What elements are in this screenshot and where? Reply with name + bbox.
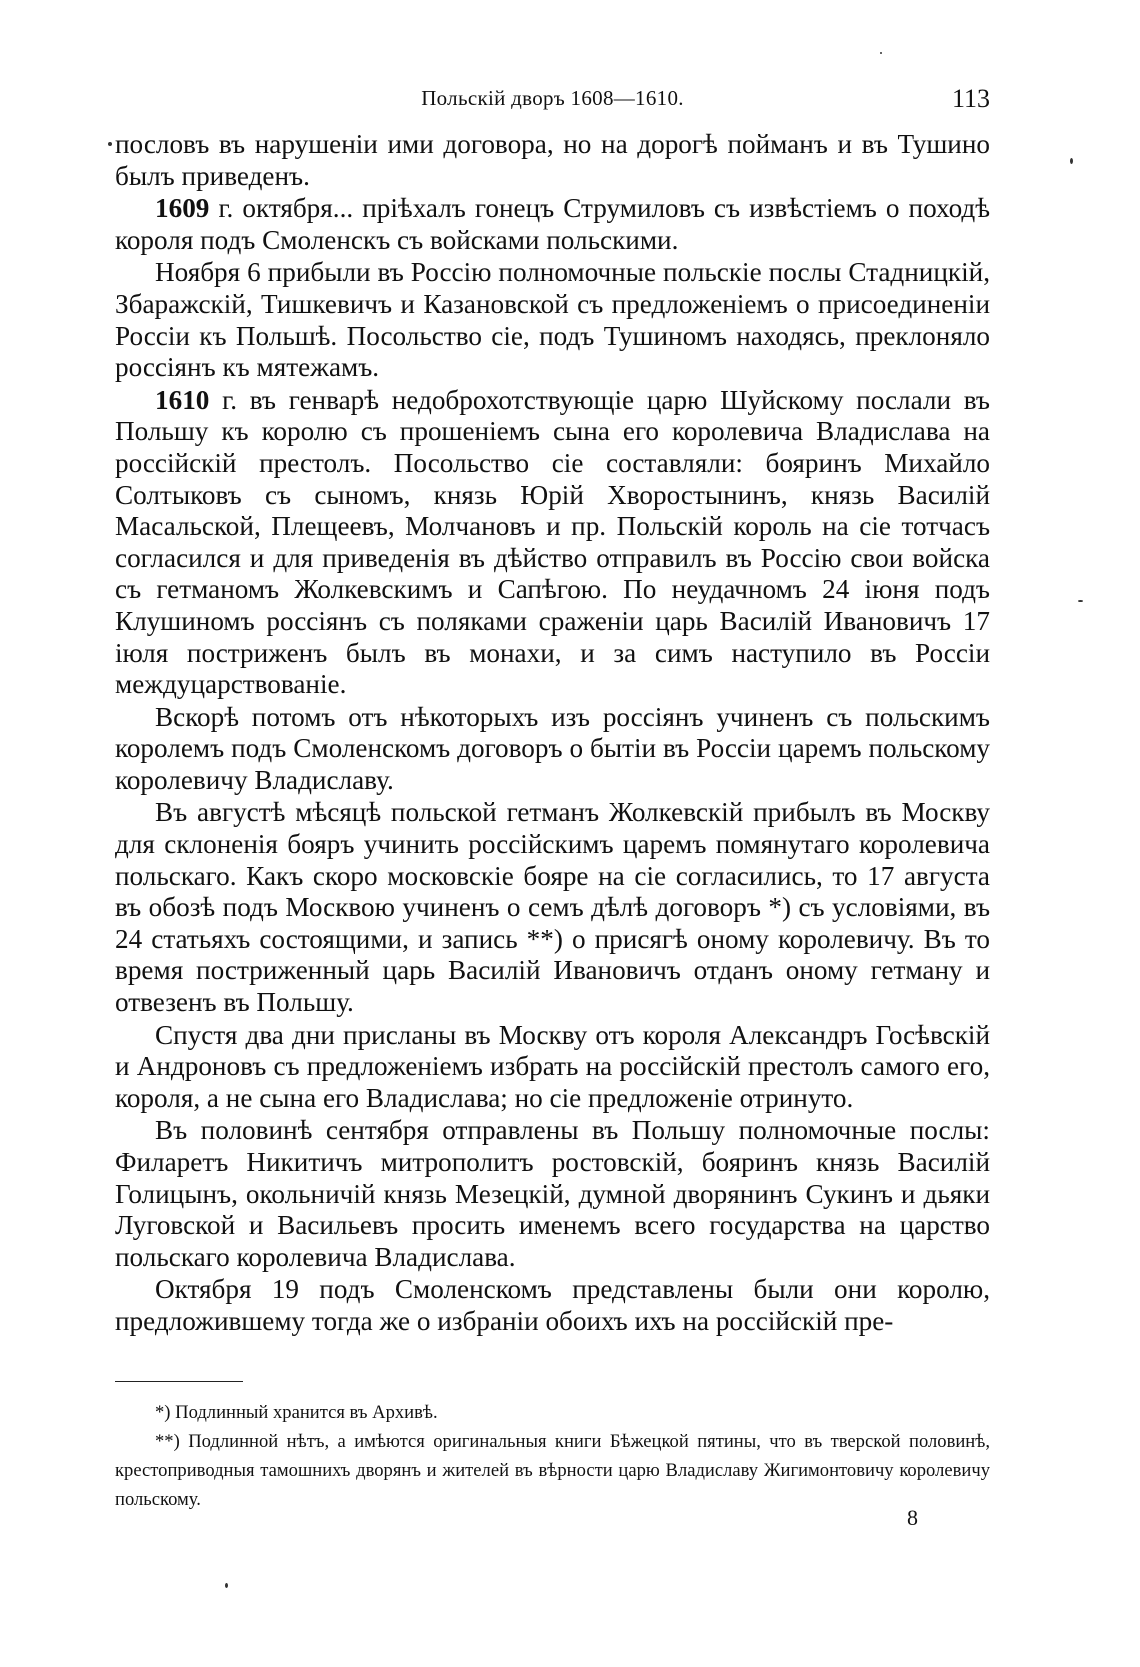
footnote-divider bbox=[115, 1381, 243, 1382]
body-text bbox=[115, 129, 990, 1339]
paragraph-text: г. въ генварѣ недоброхотствующіе царю Шуйскому послали въ Польшу къ королю съ прошеніемъ сына его королевича Владислава на россійскій престолъ. Посольство сіе составляли: бояринъ Михайло Солтыковъ съ сыномъ, князь Юрій Хворостынинъ, князь Василій Масальской, Плещеевъ, Молчановъ и пр. Польскій король на сіе тотчасъ согласился и для приведенія въ дѣйство отправилъ въ Россію свои войска съ гетманомъ Жолкевскимъ и Сапѣгою. По неудачномъ 24 іюня подъ Клушиномъ россіянъ съ поляками сраженіи царь Василій Ивановичъ 17 іюля постриженъ былъ въ монахи, и за симъ наступило въ Россіи междуцарствованіе. bbox=[115, 384, 990, 700]
paragraph-5 bbox=[115, 702, 990, 797]
paragraph-8 bbox=[115, 1115, 990, 1273]
paragraph-text: пословъ въ нарушеніи ими договора, но на дорогѣ пойманъ и въ Тушино былъ приведенъ. bbox=[115, 129, 990, 191]
scan-speck bbox=[1078, 600, 1083, 602]
paragraph-1 bbox=[115, 129, 990, 192]
paragraph-4 bbox=[115, 385, 990, 701]
scan-speck bbox=[1070, 158, 1073, 164]
year-1610: 1610 bbox=[155, 384, 210, 415]
signature-mark: 8 bbox=[907, 1505, 918, 1530]
paragraph-text: Въ половинѣ сентября отправлены въ Польшу полномочные послы: Филаретъ Никитичъ митрополитъ ростовскій, бояринъ князь Василій Голицынъ, окольничій князь Мезецкій, думной дворянинъ Сукинъ и дьяки Луговской и Васильевъ просить именемъ всего государства на царство польскаго королевича Владислава. bbox=[115, 1115, 990, 1272]
paragraph-text: Спустя два дни присланы въ Москву отъ короля Александръ Госѣвскій и Андроновъ съ предложеніемъ избрать на россійскій престолъ самого его, короля, а не сына его Владислава; но сіе предложеніе отринуто. bbox=[115, 1019, 990, 1113]
paragraph-text: Вскорѣ потомъ отъ нѣкоторыхъ изъ россіянъ учиненъ съ польскимъ королемъ подъ Смоленскомъ договоръ о бытіи въ Россіи царемъ польскому королевичу Владиславу. bbox=[115, 701, 990, 795]
year-1609: 1609 bbox=[155, 193, 210, 224]
paragraph-text: Ноября 6 прибыли въ Россію полномочные польскіе послы Стадницкій, Збаражскій, Тишкевичъ и Казановской съ предложеніемъ о присоединеніи Россіи къ Польшѣ. Посольство сіе, подъ Тушиномъ находясь, преклоняло россіянъ къ мятежамъ. bbox=[115, 257, 990, 383]
running-title: Польскій дворъ 1608—1610. bbox=[421, 86, 684, 110]
paragraph-text: Октября 19 подъ Смоленскомъ представлены были они королю, предложившему тогда же о избраніи обоихъ ихъ на россійскій пре- bbox=[115, 1274, 990, 1336]
scan-speck bbox=[108, 142, 112, 146]
paragraph-7 bbox=[115, 1020, 990, 1115]
page-number: 113 bbox=[951, 84, 990, 113]
footnotes bbox=[115, 1398, 990, 1514]
paragraph-3 bbox=[115, 257, 990, 383]
paragraph-text: Въ августѣ мѣсяцѣ польской гетманъ Жолкевскій прибылъ въ Москву для склоненія бояръ учинить россійскимъ царемъ помянутаго королевича польскаго. Какъ скоро московскіе бояре на сіе согласились, то 17 августа въ обозѣ подъ Москвою учиненъ о семъ дѣлѣ договоръ *) съ условіями, въ 24 статьяхъ состоящими, и запись **) о присягѣ оному королевичу. Въ то время постриженный царь Василій Ивановичъ отданъ оному гетману и отвезенъ въ Польшу. bbox=[115, 797, 990, 1018]
footnote-1: *) Подлинный хранится въ Архивѣ. bbox=[155, 1402, 438, 1423]
paragraph-9 bbox=[115, 1274, 990, 1337]
paragraph-6 bbox=[115, 797, 990, 1018]
page-header bbox=[115, 86, 990, 120]
paragraph-2 bbox=[115, 193, 990, 256]
scan-speck bbox=[880, 52, 882, 54]
scan-speck bbox=[225, 1583, 228, 1588]
paragraph-text: г. октября... пріѣхалъ гонецъ Струмиловъ съ извѣстіемъ о походѣ короля подъ Смоленскъ съ войсками польскими. bbox=[115, 193, 990, 255]
footnote-2: **) Подлинной нѣтъ, а имѣются оригинальныя книги Бѣжецкой пятины, что въ тверской половинѣ, крестоприводныя тамошнихъ дворянъ и жителей въ вѣрности царю Владиславу Жигимонтовичу королевичу польскому. bbox=[115, 1431, 990, 1510]
